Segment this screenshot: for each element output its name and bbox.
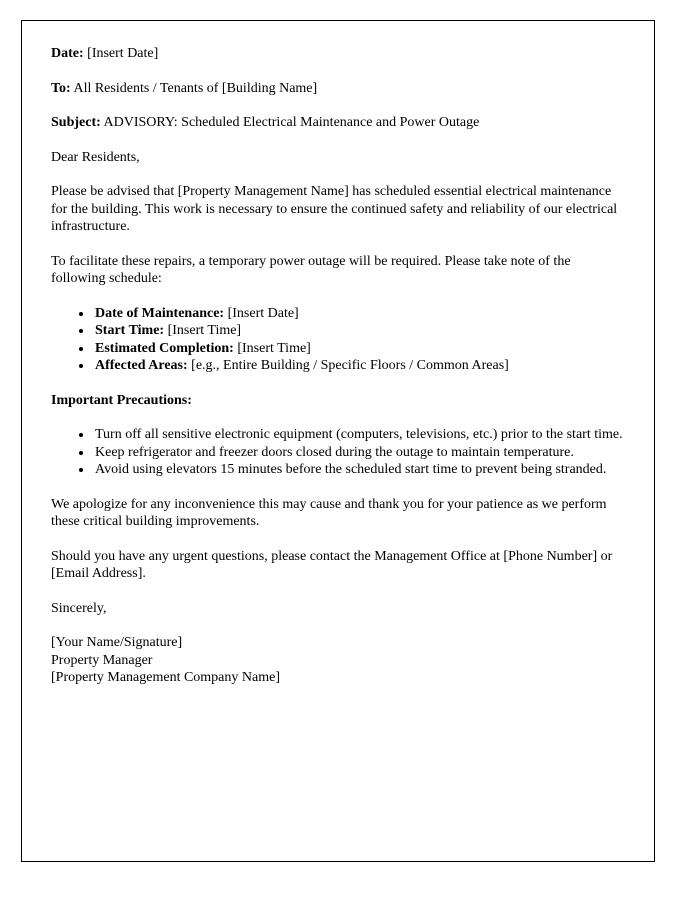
to-line [51,80,625,98]
subject-value: ADVISORY: Scheduled Electrical Maintenance and Power Outage [103,115,480,130]
schedule-item-label: Date of Maintenance: [95,305,225,321]
precautions-heading [51,392,625,410]
to-label: To: [51,80,71,96]
letter-document [21,20,655,862]
schedule-item-value: [Insert Time] [167,323,242,338]
schedule-item-label: Start Time: [95,323,165,338]
closing: Sincerely, [51,600,107,616]
intro-paragraph: Please be advised that [Property Management Name] has scheduled essential electrical maintenance for the building. This work is necessary to ensure the continued safety and reliability of our electrical infrastructure. [51,184,618,234]
precautions-list [51,426,625,479]
list-item [93,340,625,358]
precautions-heading-text: Important Precautions: [51,392,192,408]
schedule-item-value: [Insert Time] [237,340,311,356]
apology-paragraph: We apologize for any inconvenience this may cause and thank you for your patience as we perform these critical building improvements. [51,496,607,529]
schedule-item-label: Affected Areas: [95,358,188,373]
list-item: • Keep refrigerator and freezer doors closed during the outage to maintain temperature. [93,444,625,462]
schedule-item-value: [e.g., Entire Building / Specific Floors / Common Areas] [191,358,509,373]
date-line [51,45,625,63]
contact-paragraph: Should you have any urgent questions, please contact the Management Office at [Phone Number] or [Email Address]. [51,548,613,581]
list-item [93,357,625,375]
signature-name-line: [Your Name/Signature] [51,635,183,650]
date-value: [Insert Date] [87,46,159,61]
list-item [93,305,625,323]
schedule-list [51,305,625,375]
salutation: Dear Residents, [51,149,140,165]
subject-line [51,114,625,132]
list-item [93,322,625,340]
schedule-item-value: [Insert Date] [227,305,299,321]
signature-title-line: Property Manager [51,652,153,668]
date-label: Date: [51,46,84,61]
list-item: • Turn off all sensitive electronic equipment (computers, televisions, etc.) prior to the start time. [93,426,625,444]
list-item: • Avoid using elevators 15 minutes before the scheduled start time to prevent being stranded. [93,461,625,479]
to-value: All Residents / Tenants of [Building Name] [73,80,318,96]
signature-block [51,634,625,687]
signature-company-line: [Property Management Company Name] [51,670,280,685]
schedule-item-label: Estimated Completion: [95,340,234,356]
schedule-intro-paragraph: To facilitate these repairs, a temporary power outage will be required. Please take note of the following schedule: [51,253,571,286]
subject-label: Subject: [51,115,101,130]
